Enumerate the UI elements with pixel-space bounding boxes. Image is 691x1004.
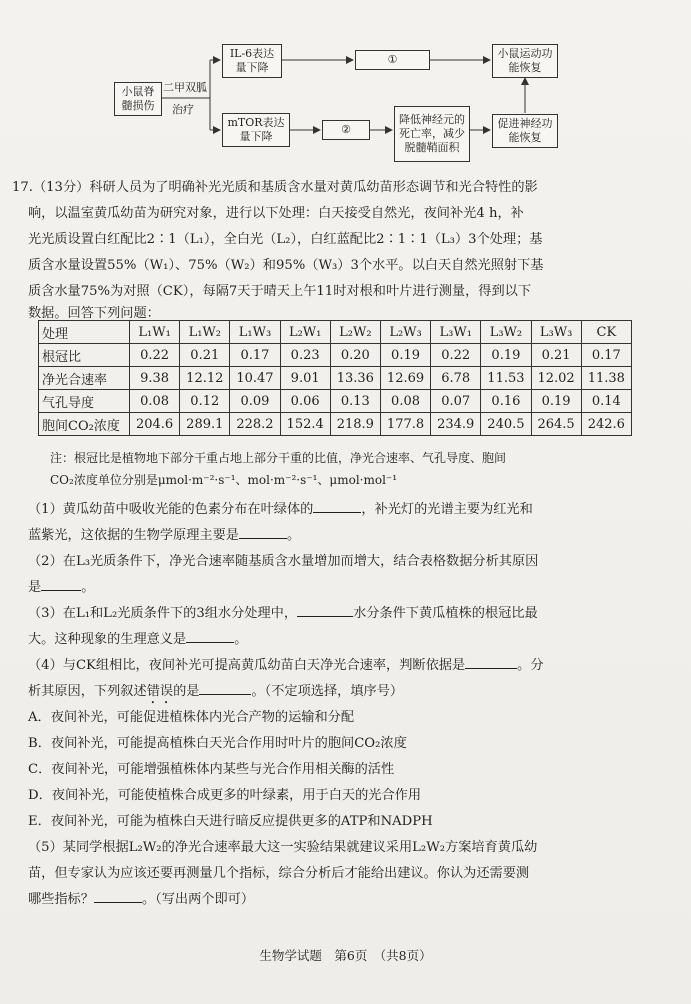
diagram-arrows: [0, 0, 691, 170]
table-header-row: [39, 321, 632, 344]
box-blank2: [322, 120, 370, 140]
sub-q2-line-1: （2）在L₃光质条件下，净光合速率随基质含水量增加而增大，结合表格数据分析其原因: [28, 554, 539, 569]
table-cell: 0.19: [380, 344, 430, 367]
table-note-line-2: CO₂浓度单位分别是μmol·m⁻²·s⁻¹、mol·m⁻²·s⁻¹、μmol·mol⁻¹: [50, 473, 398, 487]
table-row: [39, 413, 632, 436]
table-row-label: 净光合速率: [39, 367, 130, 390]
option-a: A．夜间补光，可能促进植株体内光合产物的运输和分配: [28, 710, 355, 725]
table-cell: 0.21: [531, 344, 581, 367]
table-header-cell: 处理: [39, 321, 130, 344]
box-motor-recovery-text: 小鼠运动功能恢复: [497, 47, 553, 74]
sub-q4-line-1: [28, 652, 544, 679]
sub-q1-line-1: [28, 496, 533, 523]
sub-q3-line-2: [28, 626, 247, 653]
table-cell: 0.17: [581, 344, 631, 367]
box-il6: [222, 44, 282, 78]
table-cell: 0.20: [330, 344, 380, 367]
sub-q3-text-b: 水分条件下黄瓜植株的根冠比最: [353, 606, 538, 621]
sub-q5-text-c: 哪些指标？: [28, 892, 94, 907]
table-cell: 289.1: [180, 413, 230, 436]
table-cell: 0.21: [180, 344, 230, 367]
sub-q4-text-e: 的是: [173, 684, 200, 699]
answer-blank-q1-2[interactable]: [239, 524, 287, 539]
table-header-cell: L₁W₂: [180, 321, 230, 344]
table-header-cell: L₂W₃: [380, 321, 430, 344]
table-cell: 6.78: [431, 367, 481, 390]
data-table: [38, 320, 632, 436]
sub-q2-text-b: 是: [28, 580, 42, 595]
question-number: 17.: [12, 180, 33, 195]
question-line-4: 质含水量设置55%（W₁）、75%（W₂）和95%（W₃）3个水平。以白天自然光照射下基: [28, 258, 544, 273]
box-motor-recovery: [492, 44, 558, 78]
box-blank1: [355, 50, 430, 70]
answer-blank-q1-1[interactable]: [313, 498, 361, 513]
option-e: E．夜间补光，可能为植株白天进行暗反应提供更多的ATP和NADPH: [28, 814, 433, 829]
sub-q5-line-3-wrap: [28, 886, 668, 916]
question-line-5: 质含水量75%为对照（CK），每隔7天于晴天上午11时对根和叶片进行测量，得到以下: [28, 284, 532, 299]
table-header-cell: L₂W₂: [330, 321, 380, 344]
answer-blank-q3-2[interactable]: [186, 628, 234, 643]
sub-q5-text-d: 。（写出两个即可）: [141, 892, 255, 907]
table-cell: 242.6: [581, 413, 631, 436]
table-header-cell: L₁W₃: [230, 321, 280, 344]
table-cell: 264.5: [531, 413, 581, 436]
sub-q4-text-c: 析其原因，下列叙述: [28, 684, 147, 699]
table-header-cell: L₃W₁: [431, 321, 481, 344]
box-nerve-recovery-text: 促进神经功能恢复: [497, 117, 553, 144]
table-row-label: 根冠比: [39, 344, 130, 367]
option-c: C．夜间补光，可能增强植株体内某些与光合作用相关酶的活性: [28, 762, 395, 777]
table-header-cell: L₃W₃: [531, 321, 581, 344]
option-d: D．夜间补光，可能使植株合成更多的叶绿素，用于白天的光合作用: [28, 788, 422, 803]
table-cell: 0.09: [230, 390, 280, 413]
answer-blank-q4-2[interactable]: [199, 680, 251, 695]
answer-blank-q2[interactable]: [41, 576, 81, 591]
table-header-cell: L₃W₂: [481, 321, 531, 344]
sub-q4-text-f: 。（不定项选择，填序号）: [251, 684, 404, 699]
table-cell: 12.12: [180, 367, 230, 390]
table-cell: 0.22: [431, 344, 481, 367]
table-cell: 0.07: [431, 390, 481, 413]
answer-blank-q5[interactable]: [94, 888, 142, 903]
box-blank2-text: ②: [341, 123, 351, 136]
table-cell: 0.19: [481, 344, 531, 367]
table-header-cell: CK: [581, 321, 631, 344]
box-il6-text: IL-6表达量下降: [229, 47, 275, 74]
table-row: [39, 367, 632, 390]
table-cell: 204.6: [130, 413, 180, 436]
page-footer: 生物学试题 第6页 （共8页）: [259, 948, 432, 963]
table-cell: 0.06: [280, 390, 330, 413]
sub-q3-text-d: 。: [234, 632, 248, 647]
table-cell: 11.38: [581, 367, 631, 390]
sub-q1-text-b: ，补光灯的光谱主要为红光和: [361, 502, 533, 517]
sub-q1-text-d: 。: [287, 528, 301, 543]
table-cell: 0.12: [180, 390, 230, 413]
table-cell: 12.02: [531, 367, 581, 390]
table-row-label: 胞间CO₂浓度: [39, 413, 130, 436]
table-row: [39, 344, 632, 367]
sub-q4-text-a: （4）与CK组相比，夜间补光可提高黄瓜幼苗白天净光合速率，判断依据是: [28, 658, 466, 673]
sub-q2-line-2: [28, 574, 94, 601]
table-cell: 9.01: [280, 367, 330, 390]
question-line-6: 数据。回答下列问题：: [28, 306, 160, 321]
table-cell: 152.4: [280, 413, 330, 436]
answer-blank-q3-1[interactable]: [297, 602, 353, 617]
answer-blank-q4-1[interactable]: [465, 654, 517, 669]
table-cell: 0.17: [230, 344, 280, 367]
flow-diagram: [0, 0, 691, 170]
table-cell: 0.23: [280, 344, 330, 367]
option-b: B．夜间补光，可能提高植株白天光合作用时叶片的胞间CO₂浓度: [28, 736, 407, 751]
question-line-2: 响，以温室黄瓜幼苗为研究对象，进行以下处理：白天接受自然光，夜间补光4 h，补: [28, 206, 524, 221]
table-row: [39, 390, 632, 413]
sub-q5-line-2: 苗，但专家认为应该还要再测量几个指标，综合分析后才能给出建议。你认为还需要测: [28, 866, 530, 881]
table-cell: 177.8: [380, 413, 430, 436]
table-cell: 0.14: [581, 390, 631, 413]
table-cell: 228.2: [230, 413, 280, 436]
table-cell: 234.9: [431, 413, 481, 436]
table-cell: 0.13: [330, 390, 380, 413]
sub-q2-text-c: 。: [81, 580, 95, 595]
table-cell: 11.53: [481, 367, 531, 390]
emphasis-wrong: 错误: [146, 684, 174, 699]
table-cell: 0.19: [531, 390, 581, 413]
sub-q3-text-a: （3）在L₁和L₂光质条件下的3组水分处理中，: [28, 606, 298, 621]
box-mtor-text: mTOR表达量下降: [227, 116, 285, 143]
box-blank1-text: ①: [387, 53, 398, 66]
box-spinal-injury: [114, 82, 162, 116]
table-header-cell: L₁W₁: [130, 321, 180, 344]
table-header-cell: L₂W₁: [280, 321, 330, 344]
table-cell: 12.69: [380, 367, 430, 390]
table-cell: 9.38: [130, 367, 180, 390]
question-17-stem: [12, 174, 668, 321]
box-neuron: [394, 106, 470, 162]
table-cell: 10.47: [230, 367, 280, 390]
table-cell: 0.22: [130, 344, 180, 367]
label-metformin: 二甲双胍: [163, 81, 207, 94]
table-cell: 0.08: [380, 390, 430, 413]
sub-questions: [28, 496, 668, 881]
question-text: 科研人员为了明确补光光质和基质含水量对黄瓜幼苗形态调节和光合特性的影: [89, 180, 538, 195]
sub-q5-line-3: [28, 886, 254, 913]
label-treatment: 治疗: [172, 103, 194, 116]
sub-q1-text-a: （1）黄瓜幼苗中吸收光能的色素分布在叶绿体的: [28, 502, 314, 517]
table-cell: 0.16: [481, 390, 531, 413]
table-cell: 240.5: [481, 413, 531, 436]
box-spinal-injury-text: 小鼠脊髓损伤: [121, 85, 155, 112]
sub-q3-text-c: 大。这种现象的生理意义是: [28, 632, 187, 647]
sub-q4-line-2: [28, 678, 403, 707]
question-line-1: [12, 174, 538, 201]
sub-q1-line-2: [28, 522, 300, 549]
table-note-line-1: 注：根冠比是植物地下部分干重占地上部分干重的比值，净光合速率、气孔导度、胞间: [50, 451, 507, 465]
table-cell: 13.36: [330, 367, 380, 390]
table-row-label: 气孔导度: [39, 390, 130, 413]
sub-q5-line-1: （5）某同学根据L₂W₂的净光合速率最大这一实验结果就建议采用L₂W₂方案培育黄瓜幼: [28, 840, 538, 855]
box-neuron-text: 降低神经元的死亡率，减少脱髓鞘面积: [399, 113, 465, 154]
question-line-3: 光光质设置白红配比2∶1（L₁），全白光（L₂），白红蓝配比2∶1∶1（L₃）3个处理；基: [28, 232, 543, 247]
sub-q3-line-1: [28, 600, 538, 627]
table-cell: 0.08: [130, 390, 180, 413]
box-mtor: [222, 113, 290, 147]
table-cell: 218.9: [330, 413, 380, 436]
sub-q4-text-b: 。分: [517, 658, 544, 673]
box-nerve-recovery: [492, 114, 558, 148]
sub-q1-text-c: 蓝紫光，这依据的生物学原理主要是: [28, 528, 239, 543]
question-score: （13分）: [32, 180, 90, 195]
